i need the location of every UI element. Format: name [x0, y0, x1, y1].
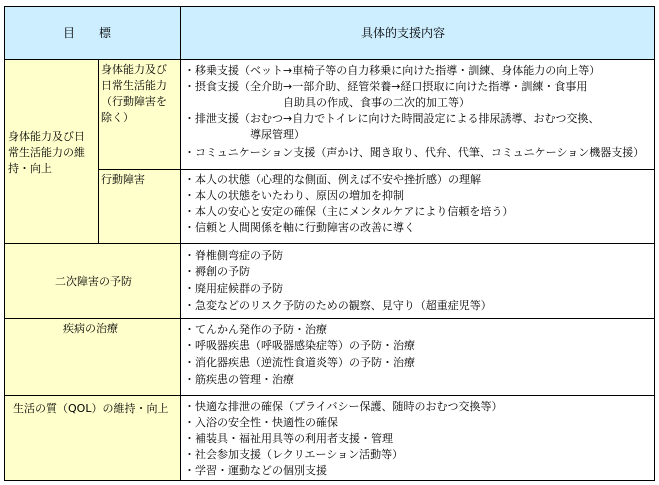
row-qol-content-cell	[180, 395, 655, 481]
list-item: ・信頼と人間関係を軸に行動障害の改善に導く	[184, 221, 415, 234]
list-item: ・消化器疾患（逆流性食道炎等）の予防・治療	[184, 356, 415, 369]
list-item: ・入浴の安全性・快適性の確保	[184, 416, 338, 429]
header-goal-cell	[4, 6, 181, 60]
row-physical-sub1-label-line-3: （行動障害を	[101, 95, 167, 108]
row-qol-label-cell	[4, 395, 181, 481]
list-item: ・本人の状態（心理的な側面、例えば不安や挫折感）の理解	[184, 173, 481, 186]
list-item: ・本人の安心と安定の確保（主にメンタルケアにより信頼を培う）	[184, 205, 514, 218]
list-item: ・本人の状態をいたわり、原因の増加を抑制	[184, 189, 404, 202]
row-disease-label-cell	[4, 318, 181, 396]
row-physical-sub1-label-cell	[98, 59, 181, 170]
list-item: ・コミュニケーション支援（声かけ、聞き取り、代弁、代筆、コミュニケーション機器支援）	[184, 146, 645, 159]
header-content-label: 具体的支援内容	[361, 26, 446, 40]
row-physical-main-label-line-2: 常生活能力の維	[8, 146, 85, 159]
list-item: ・てんかん発作の予防・治療	[184, 323, 327, 336]
row-physical-sub1-label-line-4: 除く）	[101, 111, 134, 124]
row-disease-label: 疾病の治療	[63, 322, 118, 335]
row-physical-sub2-content-cell	[180, 169, 655, 244]
row-physical-main-label-line-1: 身体能力及び日	[8, 130, 85, 143]
list-item: ・学習・運動などの個別支援	[184, 464, 327, 477]
row-secondary-content-cell	[180, 243, 655, 319]
list-item: ・廃用症候群の予防	[184, 282, 283, 295]
list-item: ・急変などのリスク予防のための観察、見守り（超重症児等）	[184, 299, 492, 312]
row-physical-sub2-label-cell	[98, 169, 181, 244]
row-physical-sub1-content-cell	[180, 59, 655, 170]
list-item: ・移乗支援（ベット→車椅子等の自力移乗に向けた指導・訓練、身体能力の向上等）	[184, 64, 601, 77]
list-item: ・呼吸器疾患（呼吸器感染症等）の予防・治療	[184, 339, 415, 352]
row-secondary-label: 二次障害の予防	[55, 275, 132, 288]
row-physical-sub2-label: 行動障害	[101, 173, 145, 186]
row-disease-content-cell	[180, 318, 655, 396]
row-physical-sub1-label-line-2: 日常生活能力	[101, 79, 167, 92]
list-item: ・脊椎側弯症の予防	[184, 249, 283, 262]
header-content-cell	[180, 6, 655, 60]
row-physical-main-label-line-3: 持・向上	[8, 162, 52, 175]
row-qol-label: 生活の質（QOL）の維持・向上	[13, 402, 169, 415]
list-item: ・補装具・福祉用具等の利用者支援・管理	[184, 432, 393, 445]
list-item: 導尿管理）	[184, 128, 305, 141]
list-item: ・快適な排泄の確保（プライバシー保護、随時のおむつ交換等）	[184, 400, 503, 413]
row-secondary-label-cell	[4, 243, 181, 319]
list-item: ・排泄支援（おむつ→自力でトイレに向けた時間設定による排尿誘導、おむつ交換、	[184, 112, 600, 125]
header-goal-label: 目 標	[63, 26, 112, 40]
list-item: ・褥創の予防	[184, 265, 250, 278]
list-item: ・筋疾患の管理・治療	[184, 373, 294, 386]
list-item: 自助具の作成、食事の二次的加工等）	[184, 96, 470, 109]
list-item: ・社会参加支援（レクリエーション活動等）	[184, 448, 404, 461]
row-physical-main-label-cell	[4, 59, 99, 244]
list-item: ・摂食支援（全介助→一部介助、経管栄養→経口摂取に向けた指導・訓練・食事用	[184, 80, 588, 93]
row-physical-sub1-label-line-1: 身体能力及び	[101, 63, 167, 76]
